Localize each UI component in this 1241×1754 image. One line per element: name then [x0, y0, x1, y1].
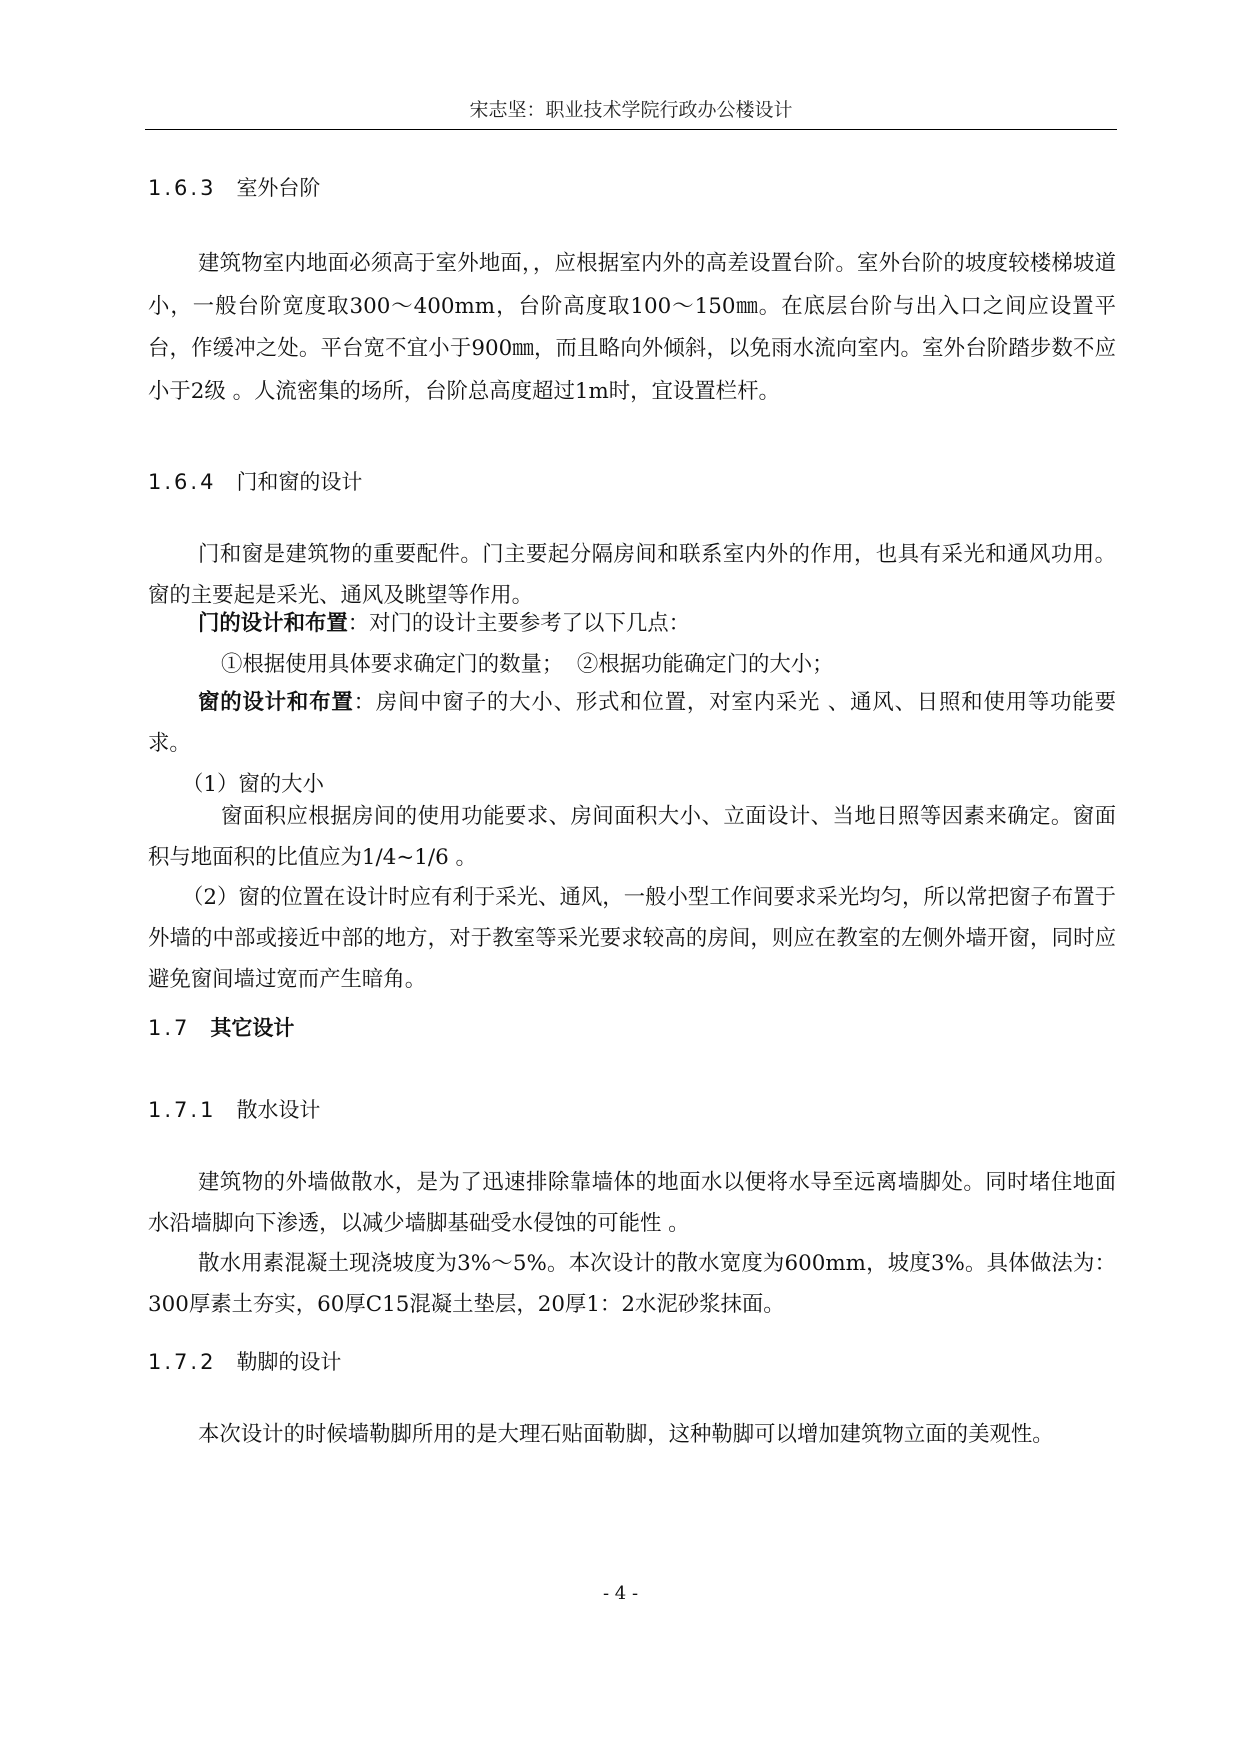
section-title: 散水设计	[236, 1098, 321, 1122]
section-heading-1-7-1	[148, 1095, 320, 1125]
section-number: 1.6.3	[148, 176, 217, 200]
page-header	[145, 98, 1117, 130]
section-heading-1-7-2	[148, 1347, 341, 1377]
section-number: 1.6.4	[148, 470, 217, 494]
paragraph-plinth: 本次设计的时候墙勒脚所用的是大理石贴面勒脚，这种勒脚可以增加建筑物立面的美观性。	[198, 1422, 1054, 1447]
paragraph-outdoor-steps: 建筑物室内地面必须高于室外地面，，应根据室内外的高差设置台阶。室外台阶的坡度较楼梯坡道小，一般台阶宽度取300～400mm，台阶高度取100～150㎜。在底层台阶与出入口之间应设置平台，作缓冲之处。平台宽不宜小于900㎜，而且略向外倾斜，以免雨水流向室内。室外台阶踏步数不应小于2级 。人流密集的场所，台阶总高度超过1m时，宜设置栏杆。	[148, 251, 1116, 404]
paragraph-doors-windows: 门和窗是建筑物的重要配件。门主要起分隔房间和联系室内外的作用，也具有采光和通风功用。窗的主要起是采光、通风及眺望等作用。	[148, 542, 1116, 608]
window-position-paragraph: （2）窗的位置在设计时应有利于采光、通风，一般小型工作间要求采光均匀，所以常把窗子布置于外墙的中部或接近中部的地方，对于教室等采光要求较高的房间，则应在教室的左侧外墙开窗，同时应避免窗间墙过宽而产生暗角。	[148, 885, 1116, 992]
window-size-paragraph: 窗面积应根据房间的使用功能要求、房间面积大小、立面设计、当地日照等因素来确定。窗面积与地面积的比值应为1/4~1/6 。	[148, 804, 1116, 870]
section-title: 其它设计	[210, 1015, 295, 1040]
section-title: 勒脚的设计	[236, 1350, 342, 1374]
section-number: 1.7	[148, 1016, 191, 1040]
paragraph-apron-purpose: 建筑物的外墙做散水，是为了迅速排除靠墙体的地面水以便将水导至远离墙脚处。同时堵住地面水沿墙脚向下渗透，以减少墙脚基础受水侵蚀的可能性 。	[148, 1170, 1116, 1236]
page-number: - 4 -	[602, 1583, 639, 1604]
section-number: 1.7.1	[148, 1098, 217, 1122]
section-heading-1-7	[148, 1013, 294, 1043]
section-heading-1-6-4	[148, 467, 362, 497]
window-design-label: 窗的设计和布置	[198, 690, 354, 715]
window-design-paragraph	[148, 682, 1116, 764]
window-design-text: ：房间中窗子的大小、形式和位置，对室内采光 、通风、日照和使用等功能要求。	[148, 690, 1116, 756]
section-title: 门和窗的设计	[236, 470, 363, 494]
section-heading-1-6-3	[148, 173, 320, 203]
section-number: 1.7.2	[148, 1350, 217, 1374]
door-design-text: ：对门的设计主要参考了以下几点：	[347, 611, 691, 636]
door-design-label: 门的设计和布置	[198, 611, 348, 636]
window-size-title: （1）窗的大小	[182, 772, 324, 797]
door-design-line	[148, 609, 1116, 639]
header-title: 宋志坚：职业技术学院行政办公楼设计	[469, 99, 793, 121]
section-title: 室外台阶	[236, 176, 321, 200]
paragraph-apron-method: 散水用素混凝土现浇坡度为3%～5%。本次设计的散水宽度为600mm，坡度3%。具体做法为：300厚素土夯实，60厚C15混凝土垫层，20厚1：2水泥砂浆抹面。	[148, 1251, 1116, 1317]
door-design-points: ①根据使用具体要求确定门的数量； ②根据功能确定门的大小；	[221, 652, 834, 677]
